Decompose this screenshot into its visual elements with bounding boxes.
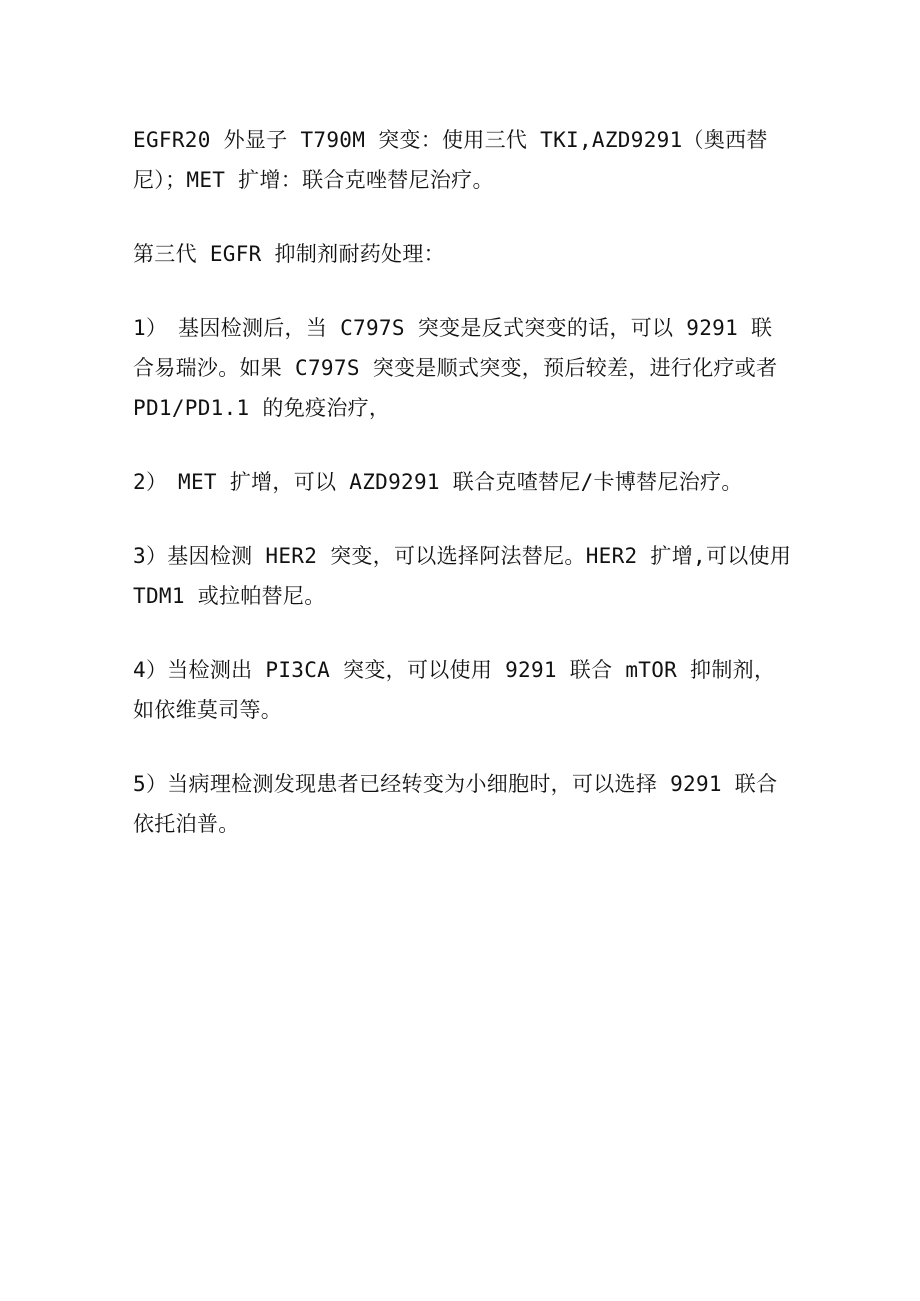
intro-paragraph: EGFR20 外显子 T790M 突变：使用三代 TKI,AZD9291（奥西替尼）；MET 扩增：联合克唑替尼治疗。 <box>133 128 768 192</box>
list-item-5: 5）当病理检测发现患者已经转变为小细胞时，可以选择 9291 联合依托泊普。 <box>133 772 778 836</box>
document-body <box>133 120 793 878</box>
list-item-3: 3）基因检测 HER2 突变，可以选择阿法替尼。HER2 扩增,可以使用 TDM1 或拉帕替尼。 <box>133 544 792 608</box>
list-item-1: 1） 基因检测后，当 C797S 突变是反式突变的话，可以 9291 联合易瑞沙。如果 C797S 突变是顺式突变，预后较差，进行化疗或者 PD1/PD1.1 的免疫治疗， <box>133 316 778 420</box>
section-heading: 第三代 EGFR 抑制剂耐药处理： <box>133 242 445 266</box>
list-item-2: 2） MET 扩增，可以 AZD9291 联合克喳替尼/卡博替尼治疗。 <box>133 470 743 494</box>
list-item-4: 4）当检测出 PI3CA 突变，可以使用 9291 联合 mTOR 抑制剂，如依维莫司等。 <box>133 658 776 722</box>
